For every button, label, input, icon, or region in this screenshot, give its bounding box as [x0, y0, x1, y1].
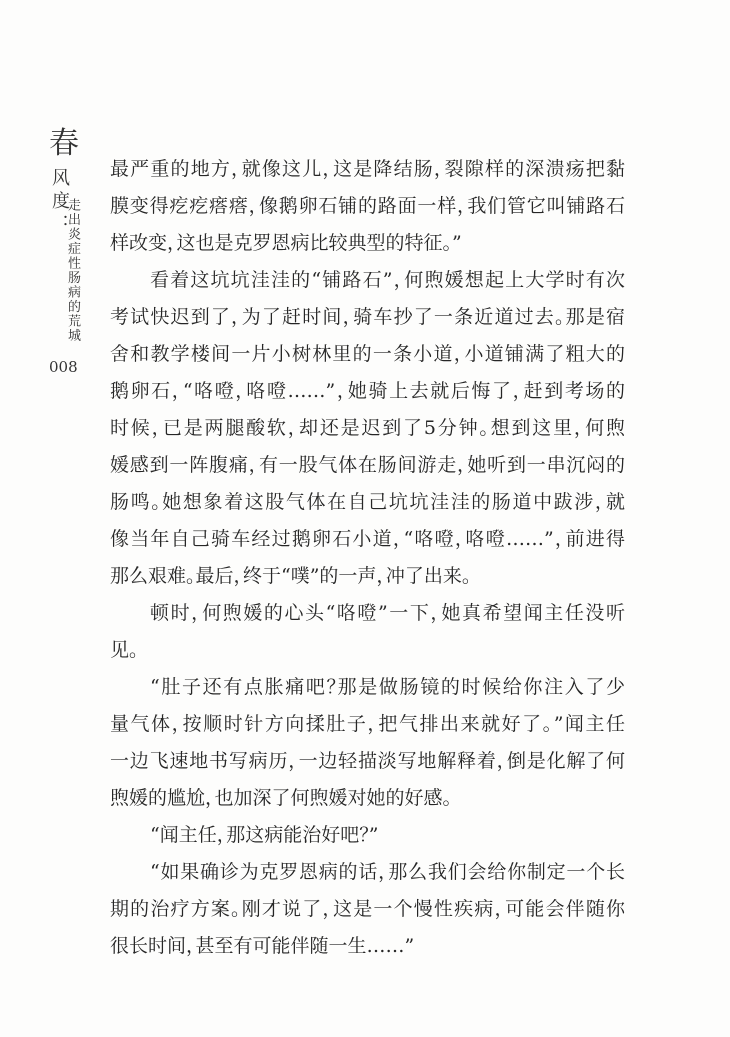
paragraph [110, 595, 625, 669]
text-line: “闻主任，那这病能治好吧？” [150, 824, 379, 846]
page-number: 008 [49, 358, 78, 376]
paragraph [110, 854, 625, 965]
text-line: 看着这坑坑洼洼的“铺路石”，何煦媛想起上大学时有次 [150, 269, 625, 291]
text-line: 鹅卵石，“咯噔，咯噔……”，她骑上去就后悔了，赶到考场的 [110, 380, 625, 402]
book-subtitle: 走出炎症性肠病的荒城 [65, 198, 80, 343]
book-title-large-char: 春 [49, 126, 79, 161]
text-line: 膜变得疙疙瘩瘩，像鹅卵石铺的路面一样，我们管它叫铺路石 [110, 195, 625, 217]
paragraph [110, 669, 625, 817]
text-line: 像当年自己骑车经过鹅卵石小道，“咯噔，咯噔……”，前进得 [110, 528, 625, 550]
text-line: 时候，已是两腿酸软，却还是迟到了5分钟。想到这里，何煦 [110, 417, 625, 439]
text-line: “如果确诊为克罗恩病的话，那么我们会给你制定一个长 [150, 861, 625, 883]
paragraph [110, 262, 625, 595]
text-line: 样改变，这也是克罗恩病比较典型的特征。” [110, 232, 462, 254]
body-text [110, 151, 625, 965]
text-line: 肠鸣。她想象着这股气体在自己坑坑洼洼的肠道中跋涉，就 [110, 491, 625, 513]
paragraph [110, 817, 625, 854]
text-line: 见。 [110, 639, 139, 661]
text-line: 媛感到一阵腹痛，有一股气体在肠间游走，她听到一串沉闷的 [110, 454, 625, 476]
text-line: 一边飞速地书写病历，一边轻描淡写地解释着，倒是化解了何 [110, 750, 625, 772]
text-line: 量气体，按顺时针方向揉肚子，把气排出来就好了。”闻主任 [110, 713, 625, 735]
text-line: 舍和教学楼间一片小树林里的一条小道，小道铺满了粗大的 [110, 343, 625, 365]
text-line: 煦媛的尴尬，也加深了何煦媛对她的好感。 [110, 787, 453, 809]
text-line: 最严重的地方，就像这儿，这是降结肠，裂隙样的深溃疡把黏 [110, 158, 625, 180]
text-line: 那么艰难。最后，终于“噗”的一声，冲了出来。 [110, 565, 472, 587]
book-title-rest: 风度： [49, 168, 70, 237]
text-line: 顿时，何煦媛的心头“咯噔”一下，她真希望闻主任没听 [150, 602, 625, 624]
text-line: 很长时间，甚至有可能伴随一生……” [110, 935, 415, 957]
text-line: 期的治疗方案。刚才说了，这是一个慢性疾病，可能会伴随你 [110, 898, 625, 920]
text-line: 考试快迟到了，为了赶时间，骑车抄了一条近道过去。那是宿 [110, 306, 625, 328]
text-line: “肚子还有点胀痛吧？那是做肠镜的时候给你注入了少 [150, 676, 625, 698]
paragraph [110, 151, 625, 262]
